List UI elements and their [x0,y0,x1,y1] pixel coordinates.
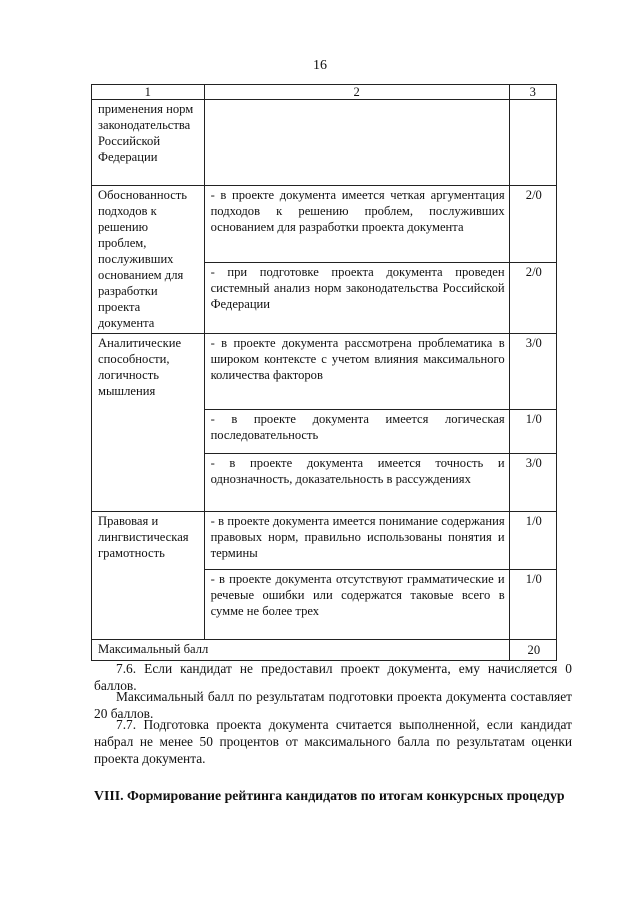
criterion-analytical: Аналитические способности, логичность мышления [92,334,205,512]
column-header-1: 1 [92,85,205,100]
section-title: VIII. Формирование рейтинга кандидатов по итогам конкурсных процедур [94,788,565,803]
table-row [92,334,557,410]
table-total-row [92,640,557,661]
empty-cell [509,100,556,186]
table-row [92,512,557,570]
indicator-text: - при подготовке проекта документа проведен системный анализ норм законодательства Российской Федерации [204,263,509,334]
indicator-text: - в проекте документа имеется четкая аргументация подходов к решению проблем, послуживших основанием для разработки проекта документа [204,186,509,263]
indicator-score: 1/0 [509,512,556,570]
max-score-label: Максимальный балл [92,640,510,661]
max-score-value: 20 [509,640,556,661]
indicator-text: - в проекте документа рассмотрена проблематика в широком контексте с учетом влияния максимального количества факторов [204,334,509,410]
indicator-text: - в проекте документа отсутствуют грамматические и речевые ошибки или содержатся таковые всего в сумме не более трех [204,570,509,640]
paragraph-7-6: 7.6. Если кандидат не предоставил проект документа, ему начисляется 0 баллов. [94,661,572,693]
indicator-score: 2/0 [509,263,556,334]
indicator-text: - в проекте документа имеется понимание содержания правовых норм, правильно использованы понятия и термины [204,512,509,570]
indicator-score: 1/0 [509,570,556,640]
table-row [92,100,557,186]
column-header-2: 2 [204,85,509,100]
empty-cell [204,100,509,186]
evaluation-criteria-table [91,84,557,661]
page-number: 16 [313,58,327,73]
column-header-3: 3 [509,85,556,100]
indicator-score: 2/0 [509,186,556,263]
paragraph-7-7: 7.7. Подготовка проекта документа считается выполненной, если кандидат набрал не менее 50 процентов от максимального балла по результатам оценки проекта документа. [94,717,572,766]
indicator-score: 3/0 [509,334,556,410]
indicator-text: - в проекте документа имеется логическая последовательность [204,410,509,454]
criterion-justification: Обоснованность подходов к решению проблем, послуживших основанием для разработки проекта документа [92,186,205,334]
paragraph-max-score: Максимальный балл по результатам подготовки проекта документа составляет 20 баллов. [94,689,572,721]
indicator-text: - в проекте документа имеется точность и однозначность, доказательность в рассуждениях [204,454,509,512]
criterion-literacy: Правовая и лингвистическая грамотность [92,512,205,640]
indicator-score: 1/0 [509,410,556,454]
table-header-row [92,85,557,100]
criterion-continuation: применения норм законодательства Российской Федерации [92,100,205,186]
table-row [92,186,557,263]
indicator-score: 3/0 [509,454,556,512]
